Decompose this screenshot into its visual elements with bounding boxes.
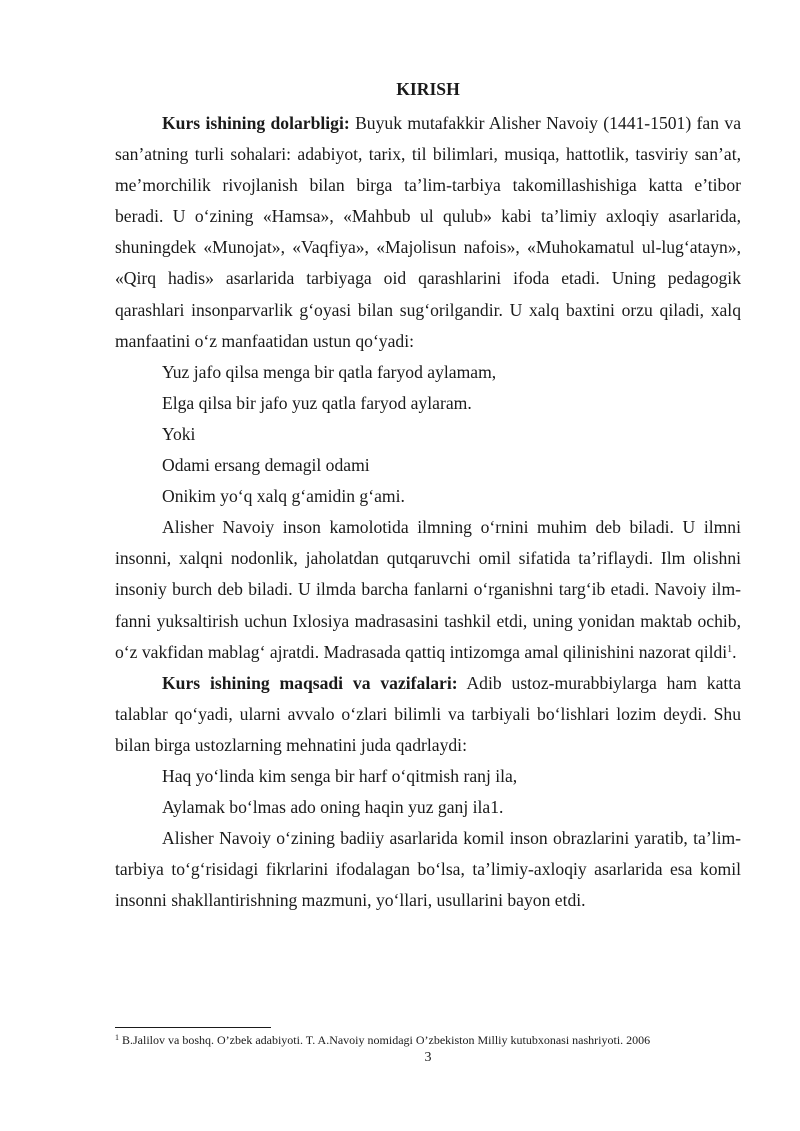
paragraph-relevance	[115, 108, 741, 357]
footnote-reference[interactable]: 1	[727, 643, 733, 655]
page-title: KIRISH	[396, 79, 460, 99]
paragraph-goals	[115, 668, 741, 761]
verse-line: Yoki	[162, 423, 196, 444]
section-lead-relevance: Kurs ishining dolarbligi:	[162, 113, 350, 133]
verse-line: Haq yo‘linda kim senga bir harf o‘qitmish ranj ila,	[162, 765, 518, 786]
verse-line: Elga qilsa bir jafo yuz qatla faryod aylaram.	[162, 392, 472, 413]
paragraph-end: .	[732, 641, 737, 662]
footnote-divider	[115, 1027, 271, 1028]
footnote	[115, 1032, 755, 1048]
verse-line: Odami ersang demagil odami	[162, 455, 370, 476]
footnote-text: B.Jalilov va boshq. O’zbek adabiyoti. T. A.Navoiy nomidagi O’zbekiston Milliy kutubxonasi nashriyoti. 2006	[119, 1033, 651, 1047]
paragraph-conclusion: Alisher Navoiy o‘zining badiiy asarlarida komil inson obrazlarini yaratib, ta’lim-tarbiya to‘g‘risidagi fikrlarini ifodalagan bo‘lsa, ta’limiy-axloqiy asarlarida esa komil insonni shakllantirishning mazmuni, yo‘llari, usullarini bayon etdi.	[115, 828, 741, 911]
paragraph-text: Adib ustoz-murabbiylarga ham katta talablar qo‘yadi, ularni avvalo o‘zlari bilimli va tarbiyali bo‘lishlari lozim deydi. Shu bilan birga ustozlarning mehnatini juda qadrlaydi:	[115, 672, 741, 755]
footnote-marker: 1	[115, 1033, 119, 1042]
verse-line: Onikim yo‘q xalq g‘amidin g‘ami.	[162, 486, 405, 507]
paragraph-text: Alisher Navoiy inson kamolotida ilmning o‘rnini muhim deb biladi. U ilmni insonni, xalqni nodonlik, jaholatdan qutqaruvchi omil sifatida ta’riflaydi. Ilm olishni insoniy burch deb biladi. U ilmda barcha fanlarni o‘rganishni targ‘ib etadi. Navoiy ilm-fanni yuksaltirish uchun Ixlosiya madrasasini tashkil etdi, uning yonidan maktab ochib, o‘z vakfidan mablag‘ ajratdi. Madrasada qattiq intizomga amal qilinishini nazorat qildi	[115, 517, 741, 662]
page-number: 3	[424, 1050, 432, 1065]
paragraph-text: Buyuk mutafakkir Alisher Navoiy (1441-1501) fan va san’atning turli sohalari: adabiyot, tarix, til bilimlari, musiqa, hattotlik, tasviriy san’at, me’morchilik rivojlanish bilan birga ta’lim-tarbiya takomillashishiga katta e’tibor beradi. U o‘zining «Hamsa», «Mahbub ul qulub» kabi ta’limiy axloqiy asarlarida, shuningdek «Munojat», «Vaqfiya», «Majolisun nafois», «Muhokamatul ul-lug‘atayn», «Qirq hadis» asarlarida tarbiyaga oid qarashlarini ifoda etadi. Uning pedagogik qarashlari insonparvarlik g‘oyasi bilan sug‘orilgandir. U xalq baxtini orzu qiladi, xalq manfaatini o‘z manfaatidan ustun qo‘yadi:	[115, 113, 741, 351]
page-body	[115, 76, 741, 916]
paragraph-science	[115, 512, 741, 667]
verse-line: Aylamak bo‘lmas ado oning haqin yuz ganj ila1.	[162, 797, 504, 818]
section-lead-goals: Kurs ishining maqsadi va vazifalari:	[162, 672, 458, 693]
verse-line: Yuz jafo qilsa menga bir qatla faryod aylamam,	[162, 361, 497, 382]
